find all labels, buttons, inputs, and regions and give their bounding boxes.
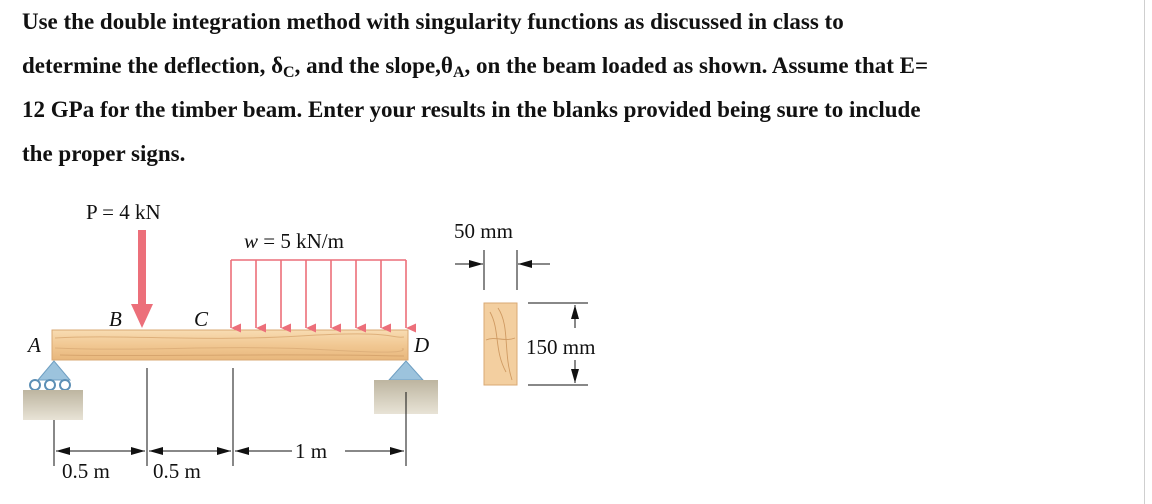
timber-beam [52,330,408,360]
dimension-ab-label: 0.5 m [62,459,110,483]
width-label: 50 mm [454,219,513,243]
subscript-c: C [283,64,295,81]
dimension-bc-label: 0.5 m [153,459,201,483]
width-dimension [455,250,550,290]
problem-line-4: the proper signs. [22,141,186,166]
problem-line-3: 12 GPa for the timber beam. Enter your results in the blanks provided being sure to include [22,97,921,122]
problem-line-1: Use the double integration method with singularity functions as discussed in class to [22,9,844,34]
point-b-label: B [109,307,122,331]
problem-line-2-c: , on the beam loaded as shown. Assume that E= [464,53,929,78]
dimension-lines [54,368,406,466]
dimension-cd-label: 1 m [295,439,328,463]
point-c-label: C [194,307,209,331]
height-label: 150 mm [526,335,596,359]
point-d-label: D [414,333,430,357]
beam-cross-section [484,303,517,385]
load-w-label [244,229,344,253]
point-load-arrow [131,230,153,328]
problem-line-2-a: determine the deflection, δ [22,53,284,78]
distributed-load [231,260,406,328]
load-p-label: P = 4 kN [86,200,161,224]
load-w-value: = 5 kN/m [258,229,344,253]
problem-line-2-b: , and the slope,θ [294,53,453,78]
roller-support-a [23,361,83,420]
load-w-symbol: w [244,229,259,253]
subscript-a: A [452,64,465,81]
point-a-label: A [28,333,41,357]
